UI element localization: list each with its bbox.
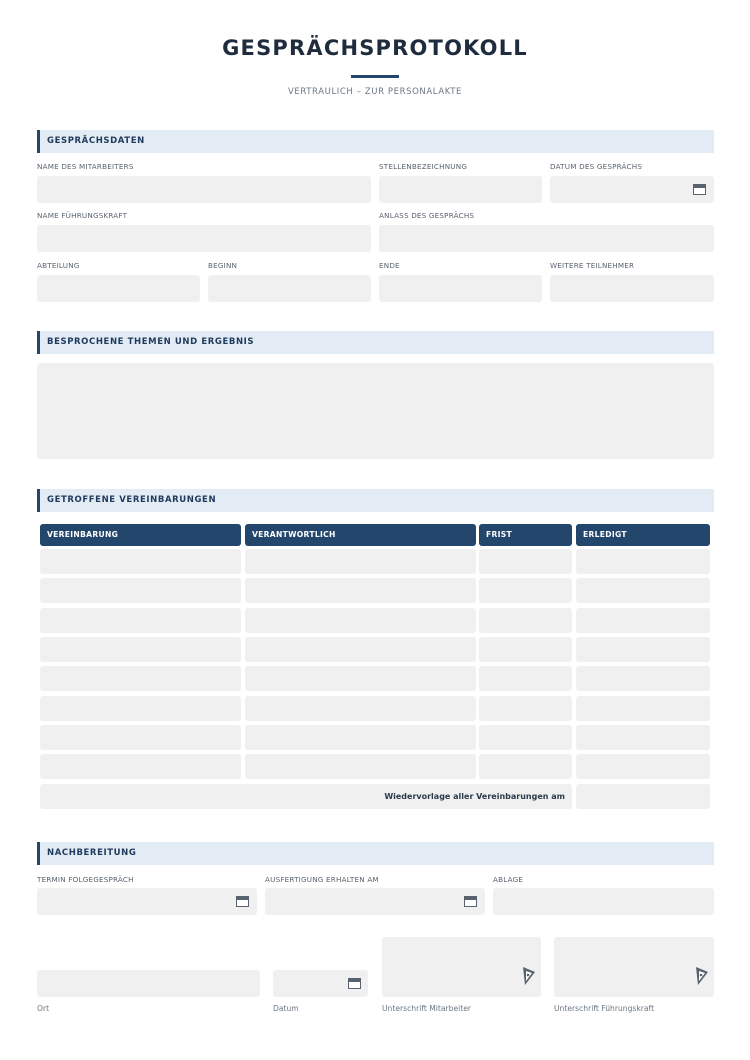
unterschrift-mitarbeiter-box[interactable]: [382, 937, 541, 997]
erledigt-cell[interactable]: [576, 637, 710, 662]
label-ausfertigung: AUSFERTIGUNG ERHALTEN AM: [265, 875, 379, 884]
column-header-frist: FRIST: [479, 524, 572, 546]
page-subtitle: VERTRAULICH – ZUR PERSONALAKTE: [287, 87, 463, 97]
vereinbarung-cell[interactable]: [40, 608, 241, 633]
erledigt-cell[interactable]: [576, 696, 710, 721]
verantwortlich-cell[interactable]: [245, 696, 476, 721]
section-header-gespraechsdaten: [37, 130, 714, 153]
ort-field[interactable]: [37, 970, 260, 997]
erledigt-cell[interactable]: [576, 754, 710, 779]
label-ablage: ABLAGE: [493, 875, 524, 884]
frist-cell[interactable]: [479, 725, 572, 750]
page-title: GESPRÄCHSPROTOKOLL: [222, 36, 528, 60]
frist-cell[interactable]: [479, 549, 572, 574]
column-header-erledigt: ERLEDIGT: [576, 524, 710, 546]
label-beginn: BEGINN: [208, 261, 238, 270]
calendar-icon[interactable]: [693, 184, 706, 195]
label-abteilung: ABTEILUNG: [37, 261, 80, 270]
unterschrift-fuehrungskraft-box[interactable]: [554, 937, 714, 997]
weitere-teilnehmer-field[interactable]: [550, 275, 714, 302]
vereinbarung-cell[interactable]: [40, 578, 241, 603]
calendar-icon[interactable]: [348, 978, 361, 989]
section-header-themen: [37, 331, 714, 354]
section-header-nachbereitung: [37, 842, 714, 865]
frist-cell[interactable]: [479, 578, 572, 603]
section-title: GESPRÄCHSDATEN: [47, 136, 145, 146]
section-title: NACHBEREITUNG: [47, 848, 137, 858]
column-header-vereinbarung: VEREINBARUNG: [40, 524, 241, 546]
vereinbarung-cell[interactable]: [40, 637, 241, 662]
name-fuehrungskraft-field[interactable]: [37, 225, 371, 252]
verantwortlich-cell[interactable]: [245, 608, 476, 633]
verantwortlich-cell[interactable]: [245, 578, 476, 603]
verantwortlich-cell[interactable]: [245, 725, 476, 750]
verantwortlich-cell[interactable]: [245, 666, 476, 691]
frist-cell[interactable]: [479, 637, 572, 662]
wiedervorlage-label: Wiedervorlage aller Vereinbarungen am: [384, 792, 565, 801]
label-anlass: ANLASS DES GESPRÄCHS: [379, 211, 475, 220]
title-divider: [351, 75, 399, 78]
vereinbarung-cell[interactable]: [40, 666, 241, 691]
label-unterschrift-mitarbeiter: Unterschrift Mitarbeiter: [382, 1004, 472, 1013]
pen-nib-icon: [694, 966, 710, 986]
erledigt-cell[interactable]: [576, 725, 710, 750]
section-title: BESPROCHENE THEMEN UND ERGEBNIS: [47, 337, 255, 347]
verantwortlich-cell[interactable]: [245, 754, 476, 779]
wiedervorlage-row: [40, 784, 572, 809]
erledigt-cell[interactable]: [576, 549, 710, 574]
label-termin-folgegespraech: TERMIN FOLGEGESPRÄCH: [37, 875, 134, 884]
ablage-field[interactable]: [493, 888, 714, 915]
erledigt-cell[interactable]: [576, 666, 710, 691]
name-mitarbeiter-field[interactable]: [37, 176, 371, 203]
label-weitere-teilnehmer: WEITERE TEILNEHMER: [550, 261, 635, 270]
abteilung-field[interactable]: [37, 275, 200, 302]
erledigt-cell[interactable]: [576, 578, 710, 603]
termin-folgegespraech-field[interactable]: [37, 888, 257, 915]
anlass-field[interactable]: [379, 225, 714, 252]
frist-cell[interactable]: [479, 608, 572, 633]
verantwortlich-cell[interactable]: [245, 637, 476, 662]
label-name-mitarbeiter: NAME DES MITARBEITERS: [37, 162, 134, 171]
label-datum-gespraech: DATUM DES GESPRÄCHS: [550, 162, 643, 171]
verantwortlich-cell[interactable]: [245, 549, 476, 574]
calendar-icon[interactable]: [464, 896, 477, 907]
pen-nib-icon: [521, 966, 537, 986]
datum-field[interactable]: [273, 970, 368, 997]
vereinbarung-cell[interactable]: [40, 549, 241, 574]
column-header-verantwortlich: VERANTWORTLICH: [245, 524, 476, 546]
frist-cell[interactable]: [479, 754, 572, 779]
beginn-field[interactable]: [208, 275, 371, 302]
datum-gespraech-field[interactable]: [550, 176, 714, 203]
label-stellenbezeichnung: STELLENBEZEICHNUNG: [379, 162, 468, 171]
vereinbarung-cell[interactable]: [40, 696, 241, 721]
ausfertigung-field[interactable]: [265, 888, 485, 915]
frist-cell[interactable]: [479, 666, 572, 691]
label-ende: ENDE: [379, 261, 400, 270]
themen-ergebnis-textarea[interactable]: [37, 363, 714, 459]
erledigt-cell[interactable]: [576, 608, 710, 633]
label-name-fuehrungskraft: NAME FÜHRUNGSKRAFT: [37, 211, 128, 220]
frist-cell[interactable]: [479, 696, 572, 721]
vereinbarung-cell[interactable]: [40, 725, 241, 750]
section-header-vereinbarungen: [37, 489, 714, 512]
wiedervorlage-date-field[interactable]: [576, 784, 710, 809]
section-title: GETROFFENE VEREINBARUNGEN: [47, 495, 217, 505]
vereinbarung-cell[interactable]: [40, 754, 241, 779]
ende-field[interactable]: [379, 275, 542, 302]
stellenbezeichnung-field[interactable]: [379, 176, 542, 203]
calendar-icon[interactable]: [236, 896, 249, 907]
label-ort: Ort: [37, 1004, 50, 1013]
label-datum: Datum: [273, 1004, 299, 1013]
label-unterschrift-fuehrungskraft: Unterschrift Führungskraft: [554, 1004, 655, 1013]
